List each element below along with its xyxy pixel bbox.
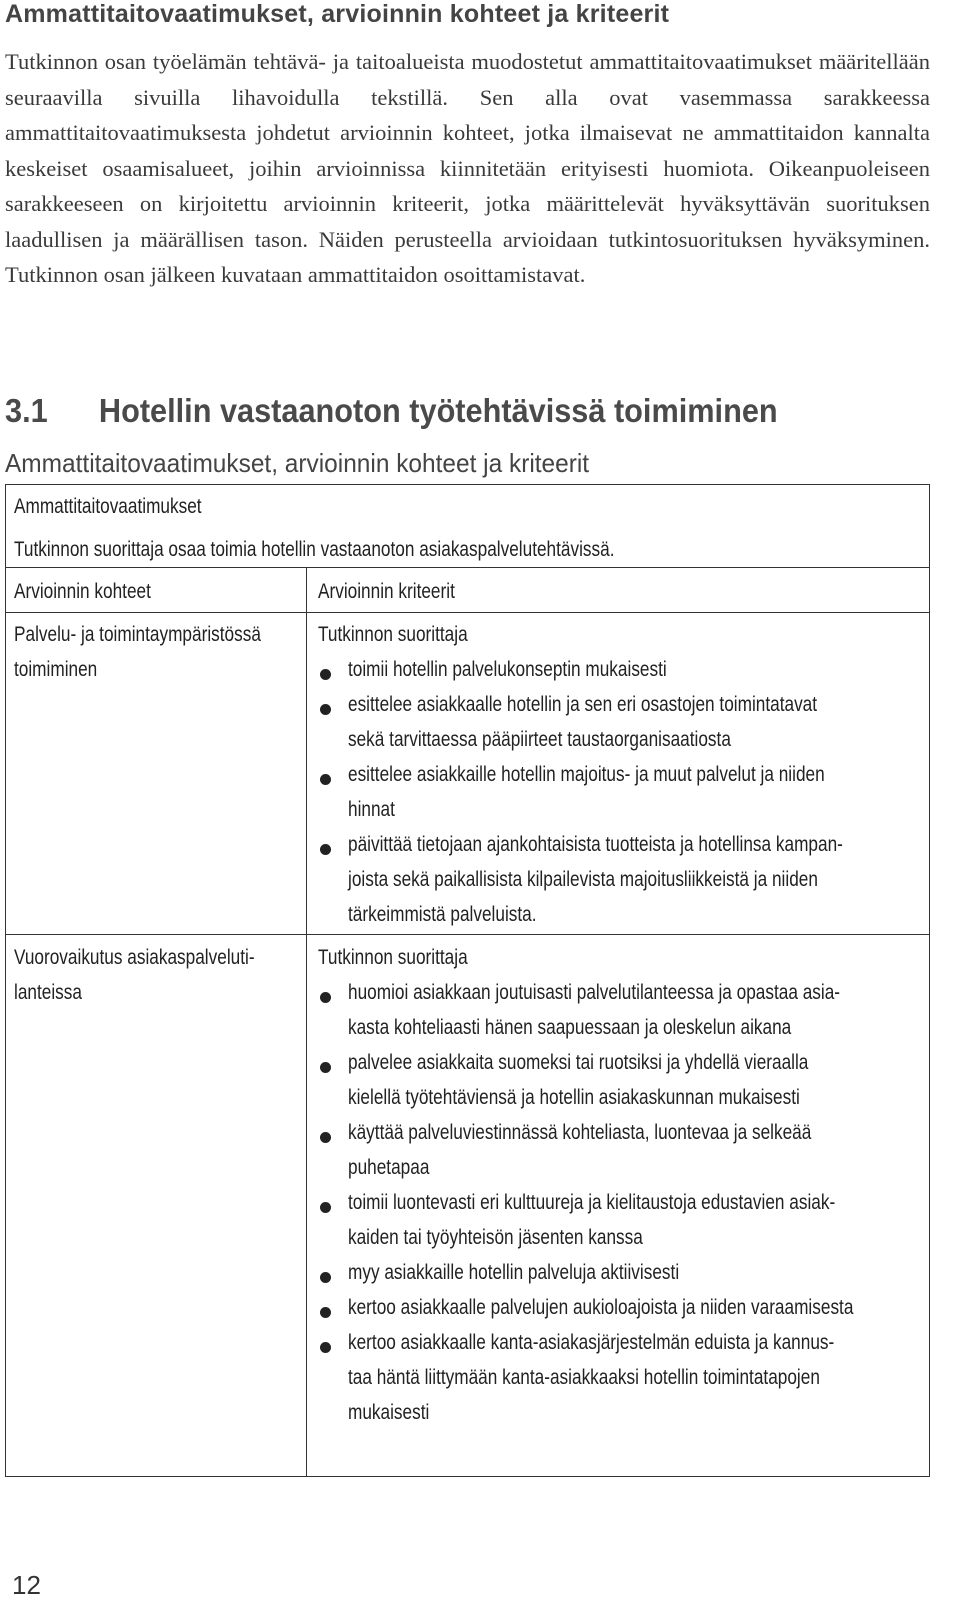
target-line: toimiminen [14,658,98,681]
table-divider [6,567,929,568]
table-divider [6,612,929,613]
criteria-item: kasta kohteliaasti hänen saapuessaan ja oleskelun aikana [348,1016,792,1039]
criteria-item: toimii luontevasti eri kulttuureja ja kielitaustoja edustavien asiak- [348,1191,836,1214]
col-header-criteria: Arvioinnin kriteerit [318,580,455,603]
criteria-item: päivittää tietojaan ajankohtaisista tuotteista ja hotellinsa kampan- [348,833,843,856]
col-header-targets: Arvioinnin kohteet [14,580,151,603]
column-divider [306,567,307,1476]
criteria-item: tärkeimmistä palveluista. [348,903,537,926]
requirement-text: Tutkinnon suorittaja osaa toimia hotellin vastaanoton asiakaspalvelutehtävissä. [14,538,615,561]
section-title [5,392,778,430]
criteria-item: esittelee asiakkaille hotellin majoitus- ja muut palvelut ja niiden [348,763,825,786]
target-line: Palvelu- ja toimintaympäristössä [14,623,261,646]
assessment-table [5,484,930,1477]
bullet-icon [320,774,331,785]
criteria-item: myy asiakkaille hotellin palveluja aktiivisesti [348,1261,680,1284]
target-line: lanteissa [14,981,82,1004]
criteria-item: kertoo asiakkaalle kanta-asiakasjärjestelmän eduista ja kannus- [348,1331,835,1354]
criteria-item: puhetapaa [348,1156,430,1179]
criteria-item: palvelee asiakkaita suomeksi tai ruotsiksi ja yhdellä vieraalla [348,1051,809,1074]
bullet-icon [320,704,331,715]
target-line: Vuorovaikutus asiakaspalveluti- [14,946,255,969]
criteria-lead: Tutkinnon suorittaja [318,623,468,646]
bullet-icon [320,1342,331,1353]
section-subtitle: Ammattitaitovaatimukset, arvioinnin kohteet ja kriteerit [5,448,590,478]
criteria-item: toimii hotellin palvelukonseptin mukaisesti [348,658,667,681]
section-number: 3.1 [5,392,48,429]
criteria-item: joista sekä paikallisista kilpailevista majoitusliikkeistä ja niiden [348,868,818,891]
page-heading: Ammattitaitovaatimukset, arvioinnin kohteet ja kriteerit [5,0,670,28]
bullet-icon [320,1272,331,1283]
criteria-item: kielellä työtehtäviensä ja hotellin asiakaskunnan mukaisesti [348,1086,800,1109]
section-title-text: Hotellin vastaanoton työtehtävissä toimiminen [98,392,778,429]
criteria-item: huomioi asiakkaan joutuisasti palvelutilanteessa ja opastaa asia- [348,981,841,1004]
bullet-icon [320,1307,331,1318]
table-divider [6,934,929,935]
requirements-header: Ammattitaitovaatimukset [14,495,202,518]
bullet-icon [320,669,331,680]
criteria-item: käyttää palveluviestinnässä kohteliasta, luontevaa ja selkeää [348,1121,812,1144]
criteria-item: taa häntä liittymään kanta-asiakkaaksi hotellin toimintatapojen [348,1366,820,1389]
bullet-icon [320,844,331,855]
criteria-item: mukaisesti [348,1401,430,1424]
criteria-item: hinnat [348,798,395,821]
criteria-lead: Tutkinnon suorittaja [318,946,468,969]
criteria-item: kertoo asiakkaalle palvelujen aukioloajoista ja niiden varaamisesta [348,1296,854,1319]
criteria-item: sekä tarvittaessa pääpiirteet taustaorganisaatiosta [348,728,731,751]
page-number: 12 [12,1570,41,1600]
bullet-icon [320,992,331,1003]
criteria-item: esittelee asiakkaalle hotellin ja sen eri osastojen toimintatavat [348,693,818,716]
intro-paragraph: Tutkinnon osan työelämän tehtävä- ja taitoalueista muodostetut ammattitaitovaatimukset määritellään seuraavilla sivuilla lihavoidulla tekstillä. Sen alla ovat vasemmassa sarakkeessa ammattitaitovaatimuksesta johdetut arvioinnin kohteet, jotka ilmaisevat ne ammattitaidon kannalta keskeiset osaamisalueet, joihin arvioinnissa kiinnitetään erityisesti huomiota. Oikeanpuoleiseen sarakkeeseen on kirjoitettu arvioinnin kriteerit, jotka määrittelevät hyväksyttävän suorituksen laadullisen ja määrällisen tason. Näiden perusteella arvioidaan tutkintosuorituksen hyväksyminen. Tutkinnon osan jälkeen kuvataan ammattitaidon osoittamistavat. [5,49,930,287]
criteria-item: kaiden tai työyhteisön jäsenten kanssa [348,1226,643,1249]
bullet-icon [320,1062,331,1073]
bullet-icon [320,1202,331,1213]
bullet-icon [320,1132,331,1143]
